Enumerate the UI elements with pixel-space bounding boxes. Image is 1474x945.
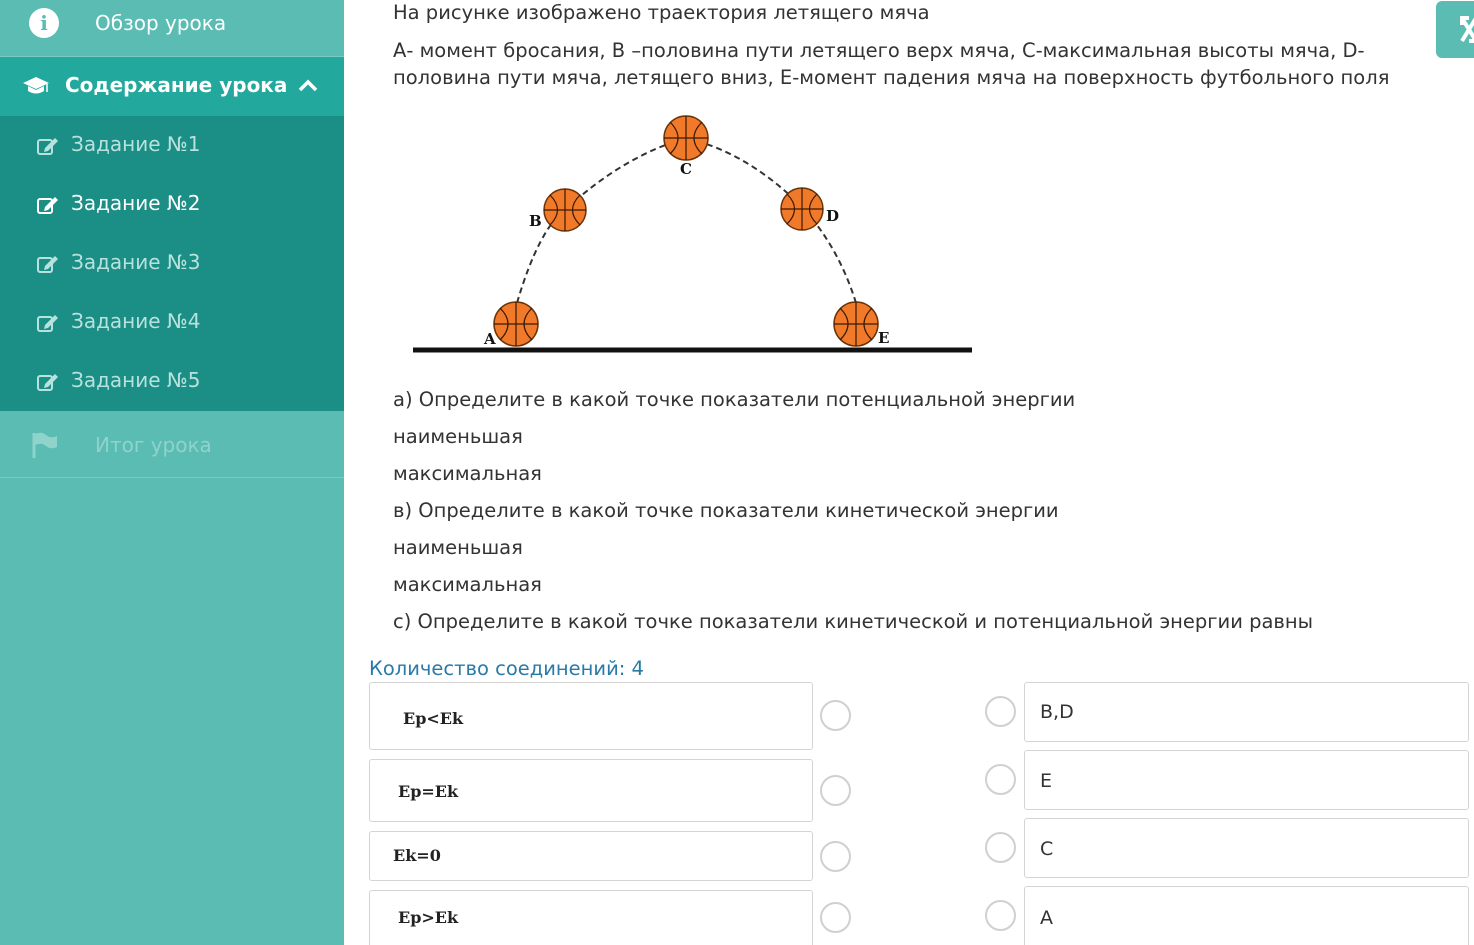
- match-left-radio[interactable]: [820, 700, 851, 731]
- match-left-label: Ep>Ek: [398, 908, 459, 927]
- point-label-b: B: [529, 212, 542, 230]
- task-list: [0, 116, 344, 411]
- main-content: [344, 0, 1474, 945]
- ball-d: [781, 188, 823, 230]
- match-right-radio[interactable]: [985, 764, 1016, 795]
- match-right-label: A: [1040, 907, 1053, 929]
- sidebar-item-label: Задание №2: [71, 191, 201, 215]
- graduation-cap-icon: [22, 74, 50, 98]
- sidebar-item-label: Обзор урока: [95, 11, 227, 35]
- chevron-up-icon[interactable]: [297, 74, 319, 96]
- flag-icon: [30, 431, 58, 459]
- expand-icon: [1436, 1, 1474, 58]
- sidebar-item-label: Задание №3: [71, 250, 201, 274]
- sidebar-item-summary[interactable]: [0, 411, 344, 478]
- sidebar-item-task-4[interactable]: [0, 293, 344, 352]
- question-b-max: максимальная: [393, 573, 542, 596]
- sidebar-item-label: Задание №4: [71, 309, 201, 333]
- edit-icon: [37, 195, 59, 215]
- question-a-max: максимальная: [393, 462, 542, 485]
- sidebar-item-task-5[interactable]: [0, 352, 344, 411]
- ball-a: [494, 302, 538, 346]
- match-left-label: Ep<Ek: [403, 709, 464, 728]
- match-right-label: E: [1040, 770, 1053, 792]
- question-b-min: наименьшая: [393, 536, 523, 559]
- match-left-radio[interactable]: [820, 775, 851, 806]
- question-a: а) Определите в какой точке показатели потенциальной энергии: [393, 388, 1076, 411]
- sidebar: [0, 0, 344, 945]
- sidebar-item-task-1[interactable]: [0, 116, 344, 175]
- match-left-label: Ep=Ek: [398, 782, 459, 801]
- ball-c: [664, 116, 708, 160]
- sidebar-item-task-3[interactable]: [0, 234, 344, 293]
- match-left-label: Ek=0: [393, 846, 441, 865]
- question-a-min: наименьшая: [393, 425, 523, 448]
- sidebar-item-label: Задание №5: [71, 368, 201, 392]
- edit-icon: [37, 254, 59, 274]
- sidebar-item-label: Итог урока: [95, 433, 212, 457]
- trajectory-figure: [399, 108, 979, 360]
- task-title: На рисунке изображено траектория летящего мяча: [393, 1, 930, 24]
- ball-b: [544, 189, 586, 231]
- edit-icon: [37, 136, 59, 156]
- match-left-item[interactable]: [369, 831, 813, 881]
- match-right-item[interactable]: [1024, 750, 1469, 810]
- info-icon: i: [29, 8, 59, 38]
- point-label-d: D: [826, 207, 840, 225]
- sidebar-item-task-2[interactable]: [0, 175, 344, 234]
- match-right-item[interactable]: [1024, 818, 1469, 878]
- match-right-item[interactable]: [1024, 682, 1469, 742]
- edit-icon: [37, 372, 59, 392]
- match-right-item[interactable]: [1024, 886, 1469, 945]
- match-right-radio[interactable]: [985, 696, 1016, 727]
- question-c: с) Определите в какой точке показатели кинетической и потенциальной энергии равны: [393, 610, 1314, 633]
- match-left-radio[interactable]: [820, 841, 851, 872]
- match-right-label: C: [1040, 838, 1054, 860]
- match-left-radio[interactable]: [820, 902, 851, 933]
- task-description: А- момент бросания, В –половина пути летящего верх мяча, С-максимальная высоты мяча, D- половина пути мяча, летящего вниз, Е-момент падения мяча на поверхность футбольного поля: [393, 39, 1390, 89]
- sidebar-item-overview[interactable]: [0, 0, 344, 57]
- match-left-item[interactable]: [369, 682, 813, 750]
- sidebar-item-label: Задание №1: [71, 132, 201, 156]
- match-right-radio[interactable]: [985, 900, 1016, 931]
- match-left-item[interactable]: [369, 759, 813, 822]
- sidebar-item-content[interactable]: [0, 57, 344, 116]
- match-right-label: B,D: [1040, 701, 1074, 723]
- point-label-e: E: [878, 329, 890, 347]
- point-label-c: C: [680, 160, 692, 178]
- connections-count: Количество соединений: 4: [369, 657, 644, 680]
- match-right-radio[interactable]: [985, 832, 1016, 863]
- edit-icon: [37, 313, 59, 333]
- match-left-item[interactable]: [369, 890, 813, 945]
- sidebar-item-label: Содержание урока: [65, 73, 288, 97]
- expand-button[interactable]: [1436, 1, 1474, 58]
- point-label-a: A: [484, 330, 496, 348]
- question-b: в) Определите в какой точке показатели кинетической энергии: [393, 499, 1059, 522]
- ball-e: [834, 302, 878, 346]
